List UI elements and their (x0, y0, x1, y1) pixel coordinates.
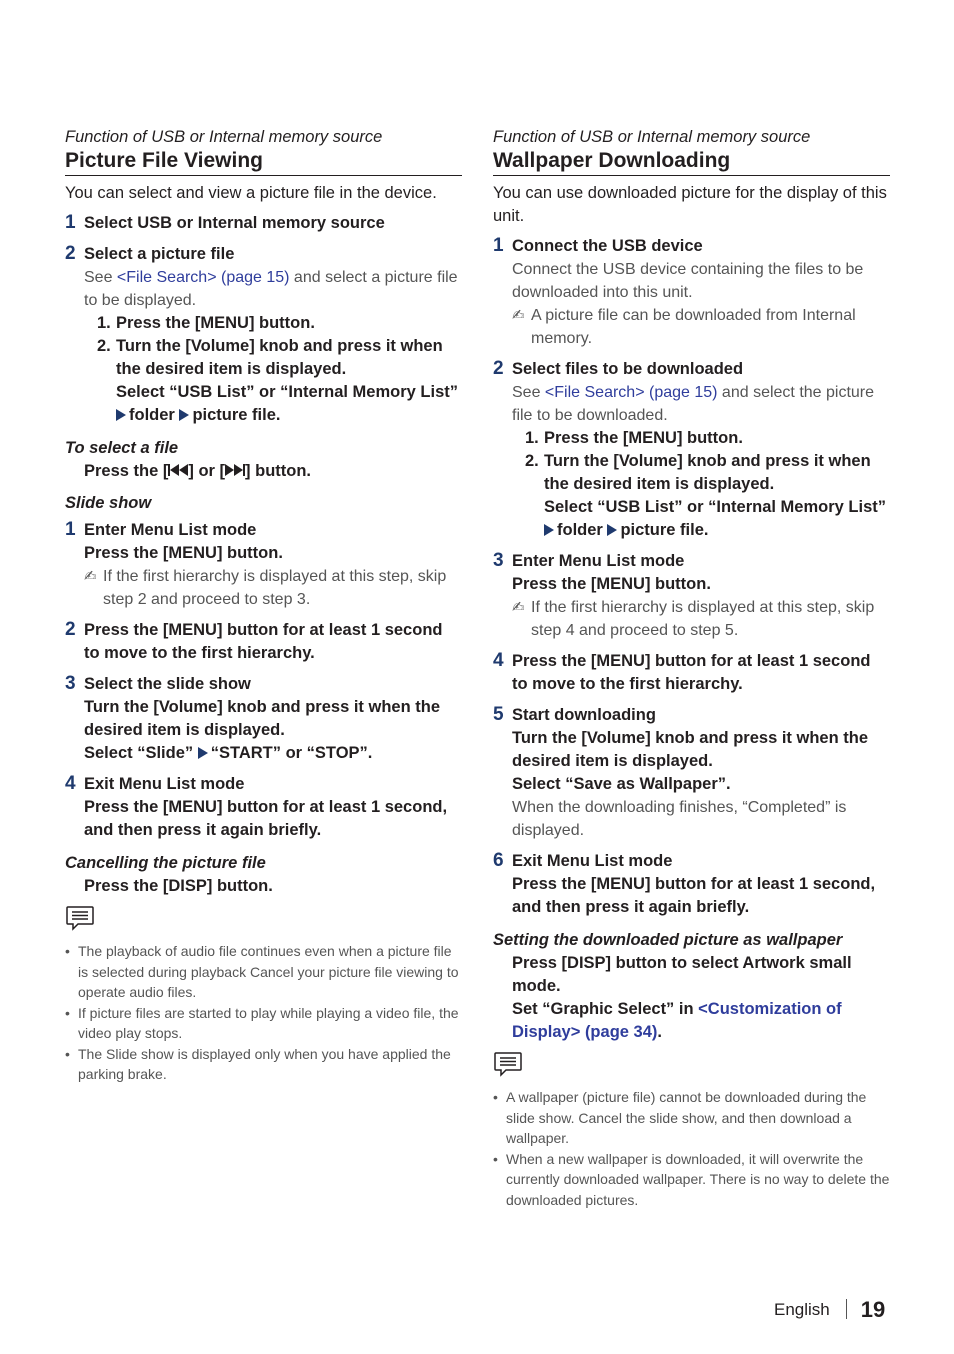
list-item: • The Slide show is displayed only when you have applied the parking brake. (65, 1045, 451, 1082)
step-number: 3 (493, 550, 504, 571)
step-number: 5 (493, 704, 504, 725)
arrow-right-icon (544, 524, 554, 536)
step-1 (65, 212, 462, 235)
step-number: 2 (65, 619, 76, 640)
step-heading: Press the [MENU] button for at least 1 second to move to the first hierarchy. (84, 621, 443, 662)
step-number: 3 (65, 673, 76, 694)
step-body: Press the [MENU] button for at least 1 second, and then press it again briefly. (84, 798, 448, 839)
list-item: 1. Press the [MENU] button. (97, 314, 315, 332)
cancel-body: Press the [DISP] button. (84, 877, 273, 895)
page-footer (774, 1296, 885, 1324)
step-body: Connect the USB device containing the files to be downloaded into this unit. (512, 261, 864, 301)
arrow-right-icon (179, 409, 189, 421)
step-heading: Select USB or Internal memory source (84, 214, 385, 232)
page-link[interactable]: (page 15) (648, 384, 718, 401)
left-column (65, 126, 462, 1085)
list-item: 2. Turn the [Volume] knob and press it when the desired item is displayed. (97, 337, 443, 378)
slide-step-4 (65, 773, 462, 842)
step-body: Turn the [Volume] knob and press it when the desired item is displayed. (512, 729, 868, 770)
section-label: Function of USB or Internal memory source (493, 128, 811, 146)
previous-track-icon (168, 462, 188, 480)
notes-list (65, 941, 462, 1085)
note: ✍ If the first hierarchy is displayed at this step, skip step 2 and proceed to step 3. (84, 565, 462, 611)
list-item: • A wallpaper (picture file) cannot be downloaded during the slide show. Cancel the slide show, and then download a wallpaper. (493, 1089, 867, 1146)
memo-icon (493, 1050, 890, 1083)
step-heading: Connect the USB device (512, 237, 703, 255)
select-line: Select “Slide” “START” or “STOP”. (84, 744, 373, 762)
pencil-icon: ✍ (84, 568, 97, 585)
step-body: Turn the [Volume] knob and press it when the desired item is displayed. (84, 698, 440, 739)
step-6 (493, 850, 890, 919)
next-track-icon (225, 462, 245, 480)
step-heading: Enter Menu List mode (512, 552, 685, 570)
footer-divider (846, 1299, 847, 1319)
section-label: Function of USB or Internal memory source (65, 128, 383, 146)
step-number: 6 (493, 850, 504, 871)
intro-text: You can use downloaded picture for the display of this unit. (493, 184, 887, 225)
step-number: 1 (493, 235, 504, 256)
step-heading: Press the [MENU] button for at least 1 second to move to the first hierarchy. (512, 652, 871, 693)
select-line: Select “Save as Wallpaper”. (512, 775, 731, 793)
note: ✍ If the first hierarchy is displayed at this step, skip step 4 and proceed to step 5. (512, 596, 890, 642)
subheading-select-file: To select a file (65, 439, 179, 457)
step-number: 1 (65, 212, 76, 233)
subheading-slide-show: Slide show (65, 494, 152, 512)
memo-icon (65, 904, 462, 937)
list-item: 2. Turn the [Volume] knob and press it when the desired item is displayed. (525, 452, 871, 493)
right-column (493, 126, 890, 1210)
step-result: When the downloading finishes, “Completed” is displayed. (512, 799, 847, 839)
file-search-link[interactable]: <File Search> (116, 269, 217, 286)
step-description: See <File Search> (page 15) and select a picture file to be displayed. (84, 269, 458, 309)
note: ✍ A picture file can be downloaded from Internal memory. (512, 304, 890, 350)
list-item: • When a new wallpaper is downloaded, it will overwrite the currently downloaded wallpaper. There is no way to delete the downloaded pictures. (493, 1150, 890, 1208)
slide-step-3 (65, 673, 462, 765)
subheading-set-wallpaper: Setting the downloaded picture as wallpaper (493, 931, 843, 949)
step-description: See <File Search> (page 15) and select the picture file to be downloaded. (512, 384, 875, 424)
footer-language: English (774, 1300, 830, 1319)
list-item: • If picture files are started to play while playing a video file, the video play stops. (65, 1004, 459, 1041)
step-2 (493, 358, 890, 542)
set-body: Press [DISP] button to select Artwork small mode. (512, 954, 852, 995)
arrow-right-icon (607, 524, 617, 536)
step-number: 2 (65, 243, 76, 264)
step-heading: Start downloading (512, 706, 656, 724)
step-body: Press the [MENU] button. (512, 575, 711, 593)
page-link[interactable]: (page 34) (584, 1023, 658, 1041)
select-file-text: Press the [ ] or [ ] button. (84, 462, 312, 480)
step-heading: Exit Menu List mode (512, 852, 673, 870)
step-body: Press the [MENU] button for at least 1 second, and then press it again briefly. (512, 875, 876, 916)
pencil-icon: ✍ (512, 599, 525, 616)
ordered-list (512, 427, 890, 542)
page-link[interactable]: (page 15) (220, 269, 290, 286)
section-title: Picture File Viewing (65, 148, 462, 176)
notes-list (493, 1087, 890, 1210)
list-item: Select “USB List” or “Internal Memory List” (116, 383, 458, 401)
step-heading: Exit Menu List mode (84, 775, 245, 793)
pencil-icon: ✍ (512, 307, 525, 324)
step-number: 4 (493, 650, 504, 671)
customization-link[interactable]: <Customization of Display> (512, 1000, 842, 1041)
list-item: Select “USB List” or “Internal Memory List” (544, 498, 886, 516)
step-number: 4 (65, 773, 76, 794)
step-heading: Select the slide show (84, 675, 251, 693)
subheading-cancel: Cancelling the picture file (65, 854, 266, 872)
intro-text: You can select and view a picture file in the device. (65, 184, 437, 202)
page-number: 19 (860, 1297, 886, 1322)
step-heading: Select files to be downloaded (512, 360, 744, 378)
step-heading: Enter Menu List mode (84, 521, 257, 539)
step-number: 2 (493, 358, 504, 379)
step-5 (493, 704, 890, 842)
step-heading: Select a picture file (84, 245, 235, 263)
file-search-link[interactable]: <File Search> (544, 384, 645, 401)
path-line: folder picture file. (97, 404, 462, 427)
arrow-right-icon (198, 747, 208, 759)
step-number: 1 (65, 519, 76, 540)
step-3 (493, 550, 890, 642)
section-title: Wallpaper Downloading (493, 148, 890, 176)
list-item: 1. Press the [MENU] button. (525, 429, 743, 447)
list-item: • The playback of audio file continues even when a picture file is selected during playback Cancel your picture file viewing to operate audio files. (65, 943, 459, 1000)
step-4 (493, 650, 890, 696)
step-1 (493, 235, 890, 350)
step-body: Press the [MENU] button. (84, 544, 283, 562)
arrow-right-icon (116, 409, 126, 421)
step-2 (65, 243, 462, 427)
ordered-list (84, 312, 462, 427)
path-line: folder picture file. (525, 519, 890, 542)
set-line: Set “Graphic Select” in <Customization of Display> (page 34). (512, 1000, 842, 1041)
slide-step-1 (65, 519, 462, 611)
slide-step-2 (65, 619, 462, 665)
